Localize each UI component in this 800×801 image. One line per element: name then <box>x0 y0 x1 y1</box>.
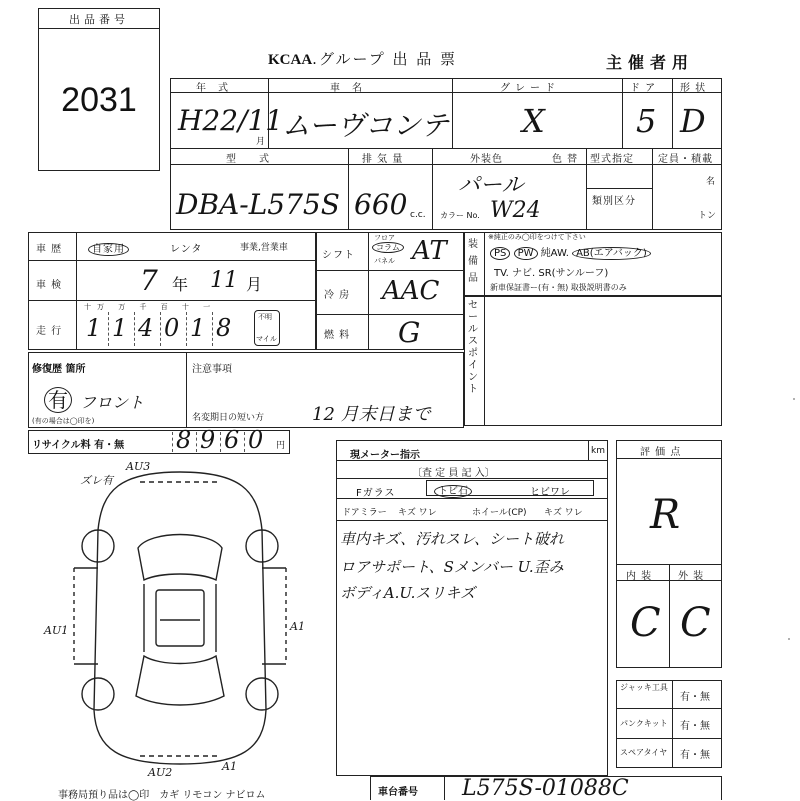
mileage-digit: 1 <box>112 314 128 342</box>
pw-circled: PW <box>514 247 538 260</box>
mirror-value: キズ ワレ <box>398 508 437 518</box>
shape-value: D <box>680 102 706 140</box>
fglass-chip <box>434 482 472 497</box>
chassis-value: L575S-01088C <box>462 776 629 801</box>
repair-label: 修復歴 箇所 <box>32 364 86 375</box>
digit-separator <box>108 312 109 346</box>
inspection-month-word: 月 <box>246 275 263 294</box>
color-no-value: W24 <box>490 198 541 223</box>
displacement-label: 排 気 量 <box>362 154 404 165</box>
chip-circled: トビ石 <box>434 485 472 498</box>
color-no-label: カラー No. <box>440 211 480 220</box>
wheel-label: ホイール(CP) <box>472 508 527 518</box>
repair-circled: 有 <box>44 387 72 413</box>
fuel-label: 燃 料 <box>324 330 351 341</box>
tons-unit: トン <box>698 211 717 221</box>
recycle-digit: 0 <box>248 426 264 454</box>
floor-label: フロア <box>374 234 395 242</box>
ps-circled: PS <box>490 247 510 260</box>
sales-point-label: セールスポイント <box>468 300 478 395</box>
chassis-label: 車台番号 <box>378 787 418 798</box>
recycle-digit: 8 <box>176 426 192 454</box>
color-change-label: 色 替 <box>552 154 579 165</box>
digit-separator <box>220 432 221 452</box>
spare-label: スペアタイヤ <box>620 748 668 757</box>
recycle-digit: 6 <box>224 426 240 454</box>
mark-au2: AU2 <box>148 766 173 779</box>
capacity-label: 定員・積載 <box>658 154 713 165</box>
header-title <box>268 48 457 69</box>
doors-value: 5 <box>636 102 657 140</box>
equipment-line2: TV. ナビ. SR(サンルーフ) <box>494 268 609 279</box>
car-name-value: ムーヴコンテ <box>282 109 449 142</box>
recycle-unit: 円 <box>276 441 286 451</box>
jack-label: ジャッキ工具 <box>620 683 668 692</box>
shift-value: AT <box>412 236 447 266</box>
evaluation-score: R <box>650 492 681 538</box>
equipment-label: 装 備 品 <box>468 239 478 284</box>
meter-label: 現メーター指示 <box>350 450 420 461</box>
unknown-label: 不明 <box>258 313 272 321</box>
exterior-label: 外 装 <box>678 571 705 582</box>
wheel-value: キズ ワレ <box>544 508 583 518</box>
recycle-label: リサイクル料 有・無 <box>32 440 125 451</box>
digit-separator <box>212 312 213 346</box>
equipment-line3: 新車保証書ー(有・無) 取扱説明書のみ <box>490 283 627 292</box>
fglass-crack: ヒビワレ <box>530 487 570 498</box>
inspection-short-label: 名変期日の短い方 <box>192 413 265 423</box>
lot-number-label: 出品番号 <box>69 13 129 26</box>
inspection-short-value: 12 月末日まで <box>312 404 431 425</box>
digit-separator <box>160 312 161 346</box>
sheet-title: .グループ 出 品 票 <box>312 50 458 68</box>
comment-1: 車内キズ、汚れスレ、シート破れ <box>340 530 564 548</box>
remote-value: 有・無 <box>680 721 710 732</box>
recycle-digit: 9 <box>200 426 216 454</box>
mileage-label: 走 行 <box>36 326 63 337</box>
window-heading: 〔査 定 員 記 入〕 <box>412 468 495 479</box>
persons-unit: 名 <box>706 177 716 187</box>
mark-zure: ズレ有 <box>80 474 113 487</box>
mark-a1-right: A1 <box>290 620 305 633</box>
digit-header: 十万 万 千 百 十 一 <box>84 303 217 311</box>
airbag-circled: AB(エアバック) <box>572 247 651 260</box>
year-label: 年 式 <box>196 83 229 94</box>
fglass-label: Fガラス <box>356 488 396 499</box>
mileage-digit: 1 <box>86 314 102 342</box>
panel-label: パネル <box>374 257 395 265</box>
mileage-digit: 1 <box>190 314 206 342</box>
grade-value: X <box>522 102 545 140</box>
repair-note: (有の場合は◯印を) <box>32 417 95 425</box>
aircon-value: AAC <box>382 276 440 306</box>
mark-au1: AU1 <box>44 624 69 637</box>
shift-label: シフト <box>322 250 355 261</box>
cc-unit: c.c. <box>410 210 426 220</box>
column-label <box>372 242 404 253</box>
evaluation-label: 評 価 点 <box>640 447 682 458</box>
equipment-note: ※純正のみ◯印をつけて下さい <box>488 233 586 241</box>
rental-option: レンタ <box>170 244 203 255</box>
remote-label: パンクキット <box>620 719 668 728</box>
model-code-value: DBA-L575S <box>176 188 340 221</box>
business-option: 事業,営業車 <box>240 243 288 253</box>
org-name: KCAA <box>268 52 313 68</box>
name-label: 車 名 <box>330 83 363 94</box>
lot-number: 2031 <box>61 81 137 119</box>
inspection-label: 車 検 <box>36 280 63 291</box>
digit-separator <box>196 432 197 452</box>
shape-label: 形 状 <box>680 83 707 94</box>
jack-value: 有・無 <box>680 692 710 703</box>
category-label: 類別区分 <box>592 196 636 207</box>
repair-value <box>44 384 72 413</box>
inspection-month-value: 11 <box>210 268 238 293</box>
comment-3: ボディA.U.スリキズ <box>340 584 476 602</box>
aircon-label: 冷 房 <box>324 290 351 301</box>
interior-label: 内 装 <box>626 571 653 582</box>
exterior-grade: C <box>680 600 711 646</box>
mileage-digit: 4 <box>138 314 154 342</box>
lot-number-box <box>38 8 160 171</box>
notes-label: 注意事項 <box>192 364 232 375</box>
comment-2: ロアサポート、Sメンバー U.歪み <box>340 558 564 576</box>
interior-grade: C <box>630 600 661 646</box>
inspection-year-word: 年 <box>172 275 189 294</box>
mileage-digit: 0 <box>164 314 180 342</box>
private-option <box>88 240 129 255</box>
sponsor-label: 主催者用 <box>606 53 695 72</box>
type-designation-label: 型式指定 <box>590 154 634 165</box>
digit-separator <box>134 312 135 346</box>
car-diagram <box>40 460 320 782</box>
repair-location: フロント <box>80 393 145 412</box>
column-circled: コラム <box>372 242 404 253</box>
mark-a1-bottom: A1 <box>222 760 237 773</box>
mirror-label: ドアミラー <box>342 508 387 518</box>
history-label: 車 歴 <box>36 244 63 255</box>
meter-unit: km <box>591 446 605 456</box>
month-suffix: 月 <box>256 137 266 147</box>
grade-label: グレード <box>500 83 560 94</box>
color-value: パール <box>458 173 524 198</box>
equipment-line1 <box>490 244 651 259</box>
displacement-value: 660 <box>354 188 408 221</box>
alloy-wheel: 純AW. <box>540 248 569 259</box>
model-year-value: H22/11 <box>178 104 284 137</box>
digit-separator <box>186 312 187 346</box>
fuel-value: G <box>398 316 421 349</box>
sales-point-box <box>464 296 722 426</box>
digit-separator <box>244 432 245 452</box>
doors-label: ド ア <box>630 83 657 94</box>
mark-au3: AU3 <box>126 460 151 473</box>
mileage-digit: 8 <box>216 314 232 342</box>
digit-separator <box>172 432 173 452</box>
keys-label: 事務局預り品は◯印 カギ リモコン ナビロム <box>58 790 266 801</box>
model-label: 型 式 <box>226 154 270 165</box>
private-circled: 自家用 <box>88 243 129 256</box>
exterior-color-label: 外装色 <box>470 154 503 165</box>
miles-label: マイル <box>256 335 277 343</box>
spare-value: 有・無 <box>680 750 710 761</box>
inspection-year-value: 7 <box>140 264 158 297</box>
